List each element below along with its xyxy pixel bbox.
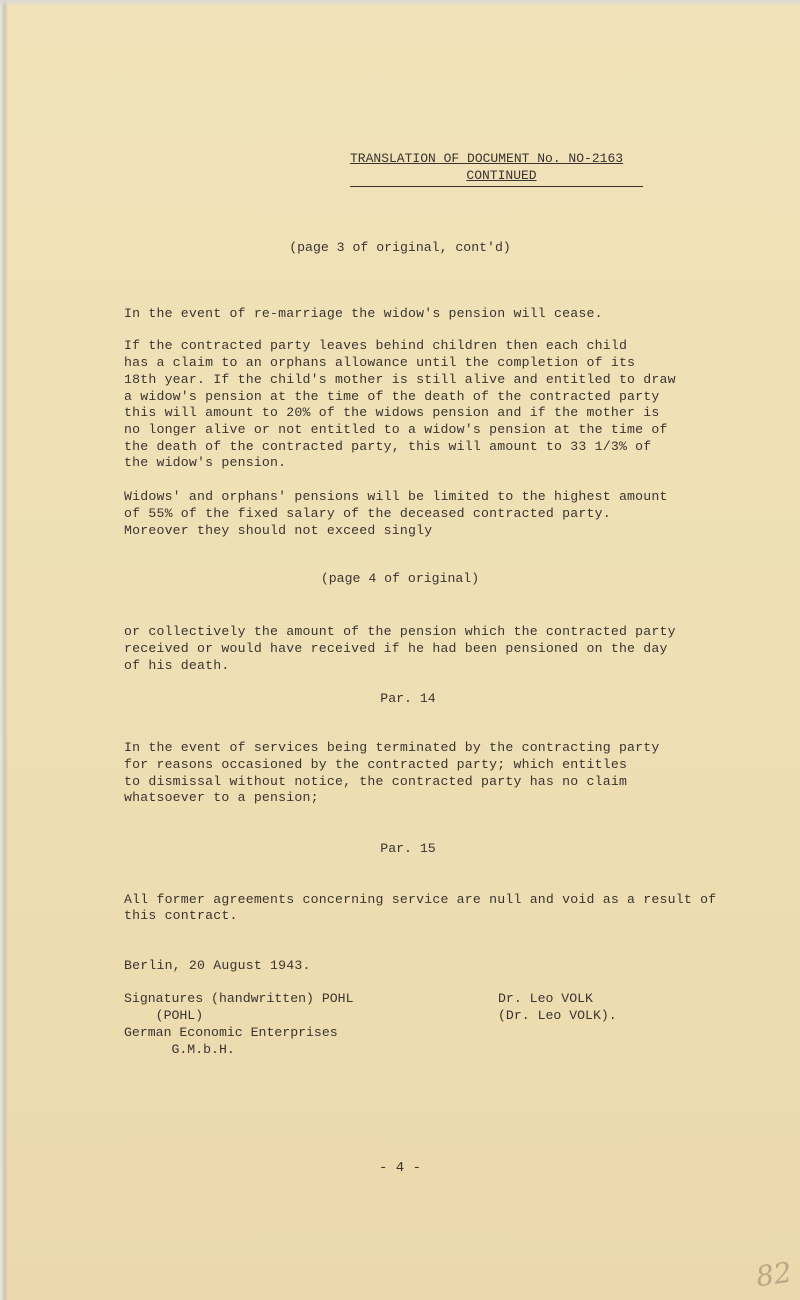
page-left-edge (0, 0, 8, 1300)
signature-line: G.M.b.H. (124, 1042, 235, 1057)
text-line: has a claim to an orphans allowance until the completion of its (124, 355, 636, 370)
text-line: Widows' and orphans' pensions will be limited to the highest amount (124, 489, 668, 504)
signature-line: (POHL) (124, 1008, 204, 1023)
text-line: of his death. (124, 658, 230, 673)
signature-line: German Economic Enterprises (124, 1025, 338, 1040)
signature-line: (Dr. Leo VOLK). (498, 1008, 617, 1023)
text-line: received or would have received if he had been pensioned on the day (124, 641, 668, 656)
document-heading (350, 150, 643, 187)
text-line: the widow's pension. (124, 455, 287, 470)
page-top-edge (0, 0, 800, 6)
text-line: a widow's pension at the time of the death of the contracted party (124, 389, 660, 404)
page-reference-4: (page 4 of original) (320, 571, 480, 586)
heading-subtitle: CONTINUED (466, 168, 537, 183)
paragraph-remarriage: In the event of re-marriage the widow's pension will cease. (124, 306, 603, 321)
page-number: - 4 - (378, 1160, 421, 1176)
handwritten-folio-number: 82 (754, 1255, 795, 1294)
section-title-par15: Par. 15 (380, 841, 436, 856)
text-line: to dismissal without notice, the contracted party has no claim (124, 774, 628, 789)
text-line: whatsoever to a pension; (124, 790, 319, 805)
page-reference-3: (page 3 of original, cont'd) (289, 240, 511, 255)
text-line: for reasons occasioned by the contracted party; which entitles (124, 757, 628, 772)
text-line: All former agreements concerning service are null and void as a result of (124, 892, 717, 907)
text-line: If the contracted party leaves behind children then each child (124, 338, 628, 353)
heading-title: TRANSLATION OF DOCUMENT No. NO-2163 (350, 151, 624, 166)
signature-line: Signatures (handwritten) POHL (124, 991, 354, 1006)
text-line: this will amount to 20% of the widows pension and if the mother is (124, 405, 660, 420)
text-line: 18th year. If the child's mother is still alive and entitled to draw (124, 372, 676, 387)
text-line: no longer alive or not entitled to a widow's pension at the time of (124, 422, 668, 437)
text-line: of 55% of the fixed salary of the deceased contracted party. (124, 506, 611, 521)
signature-line: Dr. Leo VOLK (498, 991, 593, 1006)
heading-rule (350, 186, 643, 187)
text-line: this contract. (124, 908, 238, 923)
text-line: Moreover they should not exceed singly (124, 523, 433, 538)
text-line: In the event of services being terminated by the contracting party (124, 740, 660, 755)
text-line: the death of the contracted party, this will amount to 33 1/3% of (124, 439, 652, 454)
date-line: Berlin, 20 August 1943. (124, 958, 311, 973)
text-line: or collectively the amount of the pension which the contracted party (124, 624, 676, 639)
section-title-par14: Par. 14 (380, 691, 436, 706)
